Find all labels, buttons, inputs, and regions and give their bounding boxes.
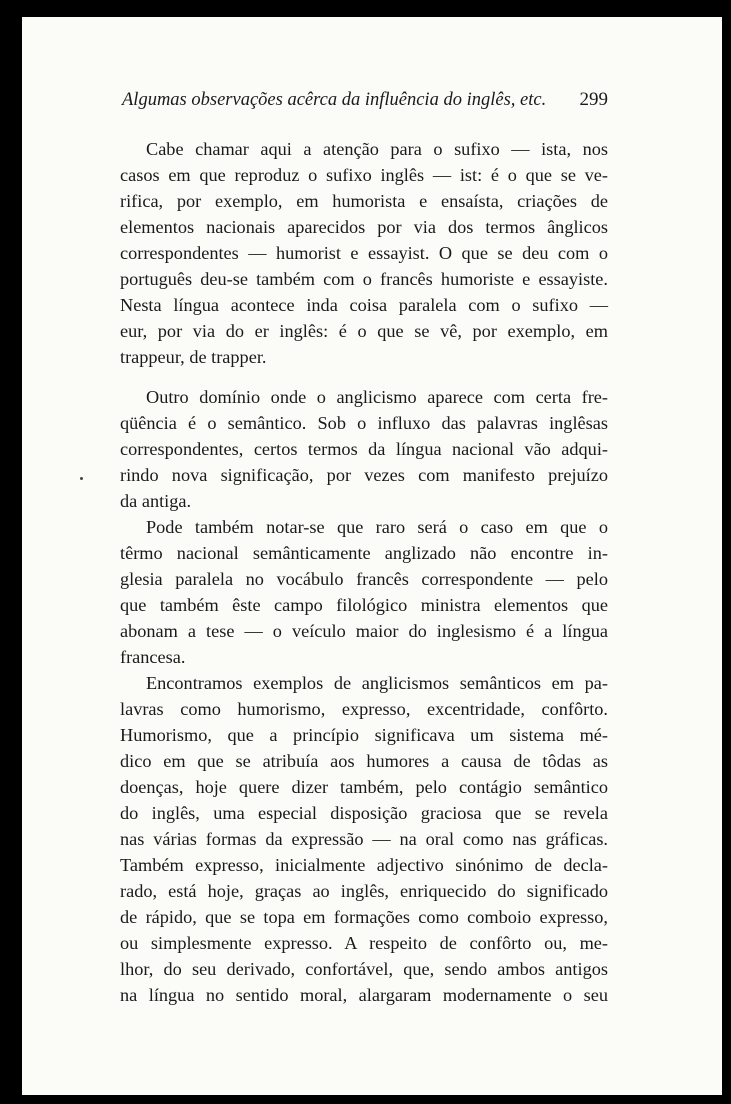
text-line: rifica, por exemplo, em humorista e ensaísta, criações de	[120, 191, 608, 211]
text-line: Pode também notar-se que raro será o caso em que o	[146, 517, 608, 537]
text-line: elementos nacionais aparecidos por via dos termos ânglicos	[120, 217, 608, 237]
text-line: abonam a tese — o veículo maior do inglesismo é a língua	[120, 621, 608, 641]
text-line: casos em que reproduz o sufixo inglês — ist: é o que se ve-	[120, 165, 608, 185]
text-line: Encontramos exemplos de anglicismos semânticos em pa-	[146, 673, 608, 693]
speck-mark	[80, 477, 83, 480]
text-line: da antiga.	[120, 491, 192, 511]
page-frame	[9, 9, 722, 1095]
text-line: rindo nova significação, por vezes com manifesto prejuízo	[120, 465, 608, 485]
text-line: Humorismo, que a princípio significava um sistema mé-	[120, 725, 608, 745]
text-line: francesa.	[120, 647, 186, 667]
text-line: Outro domínio onde o anglicismo aparece com certa fre-	[146, 387, 608, 407]
page-number: 299	[579, 89, 608, 110]
text-line: na língua no sentido moral, alargaram modernamente o seu	[120, 985, 608, 1005]
text-line: ou simplesmente expresso. A respeito de confôrto ou, me-	[120, 933, 608, 953]
text-line: trappeur, de trapper.	[120, 347, 267, 367]
running-header	[122, 85, 608, 115]
text-line: eur, por via do er inglês: é o que se vê, por exemplo, em	[120, 321, 608, 341]
text-line: que também êste campo filológico ministra elementos que	[120, 595, 608, 615]
book-page	[22, 17, 722, 1095]
text-line: dico em que se atribuía aos humores a causa de tôdas as	[120, 751, 608, 771]
text-line: Nesta língua acontece inda coisa paralela com o sufixo —	[120, 295, 608, 315]
text-line: têrmo nacional semânticamente anglizado não encontre in-	[120, 543, 608, 563]
text-line: do inglês, uma especial disposição graciosa que se revela	[120, 803, 608, 823]
text-line: nas várias formas da expressão — na oral como nas gráficas.	[120, 829, 608, 849]
text-line: lhor, do seu derivado, confortável, que, sendo ambos antigos	[120, 959, 608, 979]
text-line: Também expresso, inicialmente adjectivo sinónimo de decla-	[120, 855, 608, 875]
text-line: correspondentes — humorist e essayist. O que se deu com o	[120, 243, 608, 263]
text-line: de rápido, que se topa em formações como comboio expresso,	[120, 907, 608, 927]
text-line: rado, está hoje, graças ao inglês, enriquecido do significado	[120, 881, 608, 901]
text-line: glesia paralela no vocábulo francês correspondente — pelo	[120, 569, 608, 589]
text-line: correspondentes, certos termos da língua nacional vão adqui-	[120, 439, 608, 459]
text-line: Cabe chamar aqui a atenção para o sufixo — ista, nos	[146, 139, 608, 159]
running-title: Algumas observações acêrca da influência do inglês, etc.	[122, 90, 547, 110]
text-line: lavras como humorismo, expresso, excentridade, confôrto.	[120, 699, 608, 719]
text-line: qüência é o semântico. Sob o influxo das palavras inglêsas	[120, 413, 608, 433]
text-line: doenças, hoje quere dizer também, pelo contágio semântico	[120, 777, 608, 797]
text-line: português deu-se também com o francês humoriste e essayiste.	[120, 269, 608, 289]
